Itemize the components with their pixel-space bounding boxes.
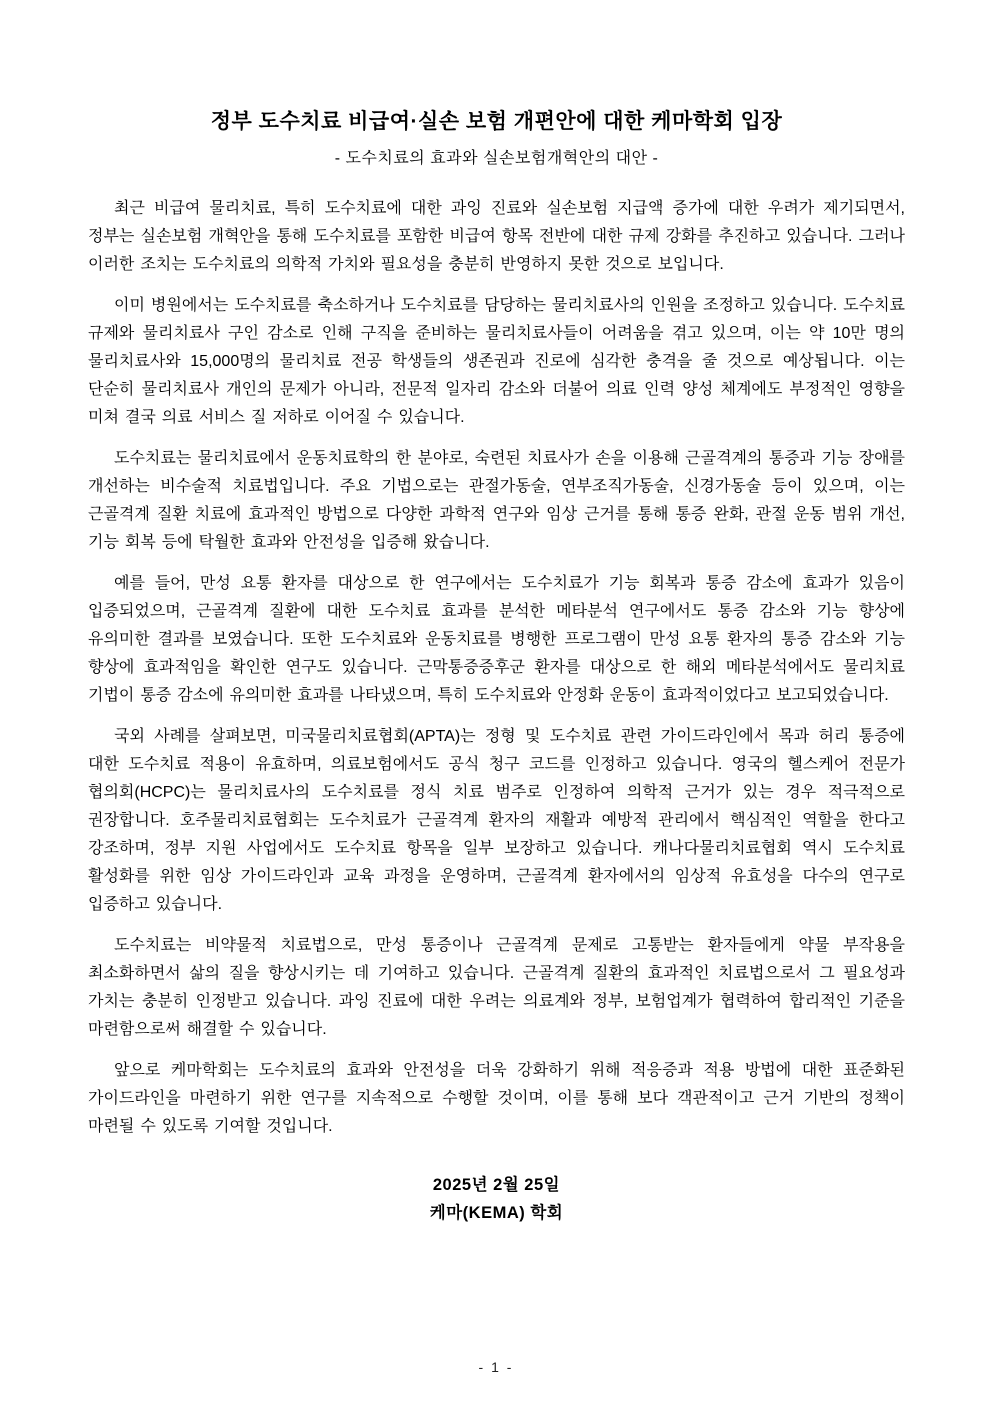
organization-name: 케마(KEMA) 학회 <box>429 1204 564 1223</box>
paragraph: 앞으로 케마학회는 도수치료의 효과와 안전성을 더욱 강화하기 위해 적응증과 적용 방법에 대한 표준화된 가이드라인을 마련하기 위한 연구를 지속적으로 수행할 것이며, 이를 통해 보다 객관적이고 근거 기반의 정책이 마련될 수 있도록 기여할 것입니다. <box>88 1062 905 1136</box>
paragraph: 예를 들어, 만성 요통 환자를 대상으로 한 연구에서는 도수치료가 기능 회복과 통증 감소에 효과가 있음이 입증되었으며, 근골격계 질환에 대한 도수치료 효과를 분석한 메타분석 연구에서도 통증 감소와 기능 향상에 유의미한 결과를 보였습니다. 또한 도수치료와 운동치료를 병행한 프로그램이 만성 요통 환자의 통증 감소와 기능 향상에 효과적임을 확인한 연구도 있습니다. 근막통증증후군 환자를 대상으로 한 해외 메타분석에서도 물리치료 기법이 통증 감소에 유의미한 효과를 나타냈으며, 특히 도수치료와 안정화 운동이 효과적이었다고 보고되었습니다. <box>88 575 905 705</box>
document-title: 정부 도수치료 비급여·실손 보험 개편안에 대한 케마학회 입장 <box>210 110 783 133</box>
document-subtitle: - 도수치료의 효과와 실손보험개혁안의 대안 - <box>334 150 659 168</box>
signature-block <box>88 1171 905 1227</box>
document-date: 2025년 2월 25일 <box>432 1176 561 1195</box>
paragraph: 도수치료는 물리치료에서 운동치료학의 한 분야로, 숙련된 치료사가 손을 이용해 근골격계의 통증과 기능 장애를 개선하는 비수술적 치료법입니다. 주요 기법으로는 관절가동술, 연부조직가동술, 신경가동술 등이 있으며, 이는 근골격계 질환 치료에 효과적인 방법으로 다양한 과학적 연구와 임상 근거를 통해 통증 완화, 관절 운동 범위 개선, 기능 회복 등에 탁월한 효과와 안전성을 입증해 왔습니다. <box>88 450 905 552</box>
paragraph: 이미 병원에서는 도수치료를 축소하거나 도수치료를 담당하는 물리치료사의 인원을 조정하고 있습니다. 도수치료 규제와 물리치료사 구인 감소로 인해 구직을 준비하는 물리치료사들이 어려움을 겪고 있으며, 이는 약 10만 명의 물리치료사와 15,000명의 물리치료 전공 학생들의 생존권과 진로에 심각한 충격을 줄 것으로 예상됩니다. 이는 단순히 물리치료사 개인의 문제가 아니라, 전문적 일자리 감소와 더불어 의료 인력 양성 체계에도 부정적인 영향을 미쳐 결국 의료 서비스 질 저하로 이어질 수 있습니다. <box>88 297 905 427</box>
paragraph: 최근 비급여 물리치료, 특히 도수치료에 대한 과잉 진료와 실손보험 지급액 증가에 대한 우려가 제기되면서, 정부는 실손보험 개혁안을 통해 도수치료를 포함한 비급여 항목 전반에 대한 규제 강화를 추진하고 있습니다. 그러나 이러한 조치는 도수치료의 의학적 가치와 필요성을 충분히 반영하지 못한 것으로 보입니다. <box>88 200 905 274</box>
paragraph: 국외 사례를 살펴보면, 미국물리치료협회(APTA)는 정형 및 도수치료 관련 가이드라인에서 목과 허리 통증에 대한 도수치료 적용이 유효하며, 의료보험에서도 공식 청구 코드를 인정하고 있습니다. 영국의 헬스케어 전문가 협의회(HCPC)는 물리치료사의 도수치료를 정식 치료 범주로 인정하여 의학적 근거가 있는 경우 적극적으로 권장합니다. 호주물리치료협회는 도수치료가 근골격계 환자의 재활과 예방적 관리에서 핵심적인 역할을 한다고 강조하며, 정부 지원 사업에서도 도수치료 항목을 일부 보장하고 있습니다. 캐나다물리치료협회 역시 도수치료 활성화를 위한 임상 가이드라인과 교육 과정을 운영하며, 근골격계 환자에서의 임상적 유효성을 다수의 연구로 입증하고 있습니다. <box>88 728 905 914</box>
page-number: - 1 - <box>478 1359 514 1375</box>
document-body <box>88 195 905 1141</box>
paragraph: 도수치료는 비약물적 치료법으로, 만성 통증이나 근골격계 문제로 고통받는 환자들에게 약물 부작용을 최소화하면서 삶의 질을 향상시키는 데 기여하고 있습니다. 근골격계 질환의 효과적인 치료법으로서 그 필요성과 가치는 충분히 인정받고 있습니다. 과잉 진료에 대한 우려는 의료계와 정부, 보험업계가 협력하여 합리적인 기준을 마련함으로써 해결할 수 있습니다. <box>88 937 905 1039</box>
